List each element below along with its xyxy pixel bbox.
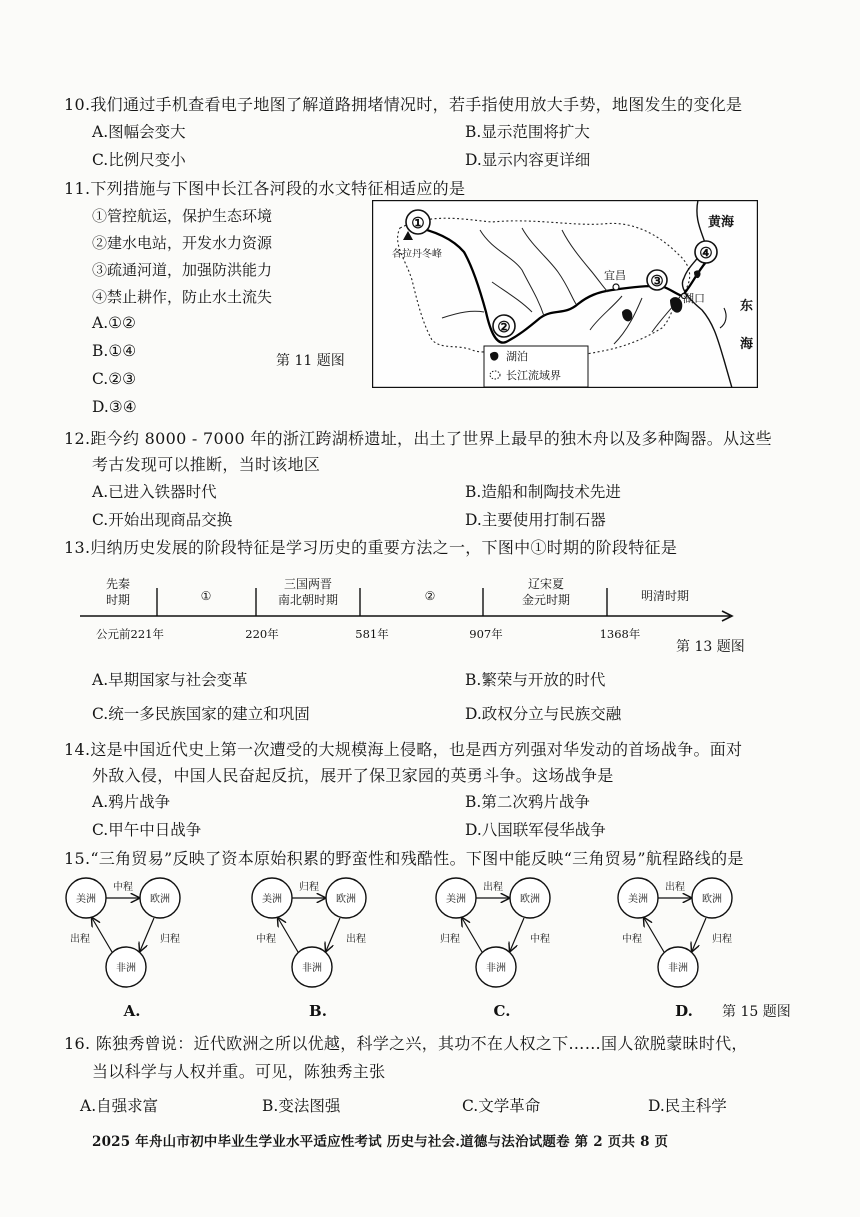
node-africa-label: 非洲 (668, 963, 688, 974)
map-marker-3: ③ (650, 272, 664, 290)
q11-option-c[interactable]: C.②③ (92, 370, 137, 388)
q10-stem: 10.我们通过手机查看电子地图了解道路拥堵情况时，若手指使用放大手势，地图发生的变化是 (64, 95, 743, 114)
route-label-left: 中程 (256, 934, 276, 945)
q11-figure-caption: 第 11 题图 (276, 353, 345, 369)
q12-option-a[interactable]: A.已进入铁器时代 (92, 483, 217, 501)
q10-option-c[interactable]: C.比例尺变小 (92, 151, 186, 169)
route-label-left: 出程 (70, 934, 90, 945)
q12-option-c[interactable]: C.开始出现商品交换 (92, 511, 233, 529)
node-america-label: 美洲 (628, 894, 648, 905)
q11-item-1: ①管控航运，保护生态环境 (92, 207, 273, 225)
node-america-label: 美洲 (446, 894, 466, 905)
period-1-line1: 先秦 (105, 577, 131, 591)
q11-option-d[interactable]: D.③④ (92, 398, 137, 416)
route-label-top: 归程 (299, 882, 319, 893)
map-marker-1: ① (411, 214, 425, 232)
q14-option-b[interactable]: B.第二次鸦片战争 (465, 793, 590, 811)
q12-stem-line1: 12.距今约 8000 - 7000 年的浙江跨湖桥遗址，出土了世界上最早的独木舟以及多种陶器。从这些 (64, 429, 772, 448)
trade-diagram-c (436, 878, 550, 1020)
diagram-option-letter: C. (493, 1002, 511, 1020)
arrow-right (140, 918, 154, 951)
route-label-right: 归程 (712, 934, 732, 945)
triangle-trade-diagrams (60, 872, 800, 1022)
q14-option-c[interactable]: C.甲午中日战争 (92, 821, 202, 839)
q13-option-d[interactable]: D.政权分立与民族交融 (465, 705, 622, 723)
node-europe-label: 欧洲 (520, 894, 540, 905)
tick-label-4: 907年 (469, 627, 503, 641)
node-africa-label: 非洲 (486, 963, 506, 974)
q14-stem-line2: 外敌入侵，中国人民奋起反抗，展开了保卫家园的英勇斗争。这场战争是 (92, 766, 614, 785)
q13-option-c[interactable]: C.统一多民族国家的建立和巩固 (92, 705, 310, 723)
period-6: 明清时期 (640, 589, 690, 603)
route-label-top: 出程 (483, 882, 503, 893)
route-label-right: 归程 (160, 934, 180, 945)
arrow-right (692, 918, 706, 951)
route-label-top: 中程 (113, 882, 133, 893)
q13-option-a[interactable]: A.早期国家与社会变革 (92, 671, 248, 689)
tick-label-1: 公元前221年 (96, 627, 164, 641)
q12-option-d[interactable]: D.主要使用打制石器 (465, 511, 606, 529)
arrow-left (92, 918, 112, 952)
q10-option-d[interactable]: D.显示内容更详细 (465, 151, 591, 169)
diagram-option-letter: A. (123, 1002, 141, 1020)
q11-option-a[interactable]: A.①② (92, 314, 136, 332)
q14-option-a[interactable]: A.鸦片战争 (92, 793, 171, 811)
q12-option-b[interactable]: B.造船和制陶技术先进 (465, 483, 621, 501)
arrow-left (278, 918, 298, 952)
period-1-line2: 时期 (105, 593, 131, 607)
q11-option-b[interactable]: B.①④ (92, 342, 137, 360)
period-5-line2: 金元时期 (521, 593, 571, 607)
yangtze-basin-map (372, 200, 758, 388)
yichang-dot (613, 284, 619, 290)
node-america-label: 美洲 (76, 894, 96, 905)
q15-figure-caption: 第 15 题图 (722, 1004, 791, 1020)
trade-diagram-d (618, 878, 732, 1020)
route-label-top: 出程 (665, 882, 685, 893)
q16-option-c[interactable]: C.文学革命 (462, 1097, 541, 1115)
q13-figure-caption: 第 13 题图 (676, 639, 745, 655)
node-america-label: 美洲 (262, 894, 282, 905)
q11-item-4: ④禁止耕作，防止水土流失 (92, 288, 273, 306)
label-hukou: 湖口 (683, 292, 705, 305)
trade-diagram-b (252, 878, 366, 1020)
q11-item-3: ③疏通河道，加强防洪能力 (92, 261, 273, 279)
arrow-left (462, 918, 482, 952)
period-3-line2: 南北朝时期 (277, 593, 339, 607)
label-source: 各拉丹冬峰 (392, 249, 442, 260)
q10-option-a[interactable]: A.图幅会变大 (92, 123, 186, 141)
arrow-right (510, 918, 524, 951)
label-yichang: 宜昌 (604, 269, 626, 282)
q16-stem-line1: 16. 陈独秀曾说：近代欧洲之所以优越，科学之兴，其功不在人权之下……国人欲脱蒙昧时代， (64, 1034, 748, 1053)
q10-option-b[interactable]: B.显示范围将扩大 (465, 123, 590, 141)
legend-basin-label: 长江流域界 (506, 369, 561, 382)
map-marker-4: ④ (699, 244, 713, 262)
history-timeline (80, 572, 740, 652)
legend-lake-label: 湖泊 (506, 350, 528, 363)
route-label-right: 出程 (346, 934, 366, 945)
q11-item-2: ②建水电站，开发水力资源 (92, 234, 273, 252)
q13-stem: 13.归纳历史发展的阶段特征是学习历史的重要方法之一，下图中①时期的阶段特征是 (64, 538, 678, 557)
route-label-left: 中程 (622, 934, 642, 945)
period-5-line1: 辽宋夏 (527, 577, 565, 591)
tick-label-3: 581年 (355, 627, 389, 641)
q12-stem-line2: 考古发现可以推断，当时该地区 (92, 455, 321, 474)
q14-option-d[interactable]: D.八国联军侵华战争 (465, 821, 606, 839)
page-footer: 2025 年舟山市初中毕业生学业水平适应性考试 历史与社会.道德与法治试题卷 第 2 页共 8 页 (92, 1134, 669, 1150)
arrow-left (644, 918, 664, 952)
q15-stem: 15.“三角贸易”反映了资本原始积累的野蛮性和残酷性。下图中能反映“三角贸易”航程路线的是 (64, 849, 744, 868)
diagram-option-letter: D. (675, 1002, 693, 1020)
node-africa-label: 非洲 (116, 963, 136, 974)
label-east-sea-2: 海 (740, 337, 754, 352)
q16-option-a[interactable]: A.自强求富 (80, 1097, 159, 1115)
period-3-line1: 三国两晋 (283, 577, 333, 591)
q14-stem-line1: 14.这是中国近代史上第一次遭受的大规模海上侵略，也是西方列强对华发动的首场战争。面对 (64, 740, 743, 759)
q16-stem-line2: 当以科学与人权并重。可见，陈独秀主张 (92, 1062, 386, 1081)
tick-label-2: 220年 (245, 627, 279, 641)
period-4: ② (424, 589, 436, 603)
tick-label-5: 1368年 (599, 627, 641, 641)
q11-stem: 11.下列措施与下图中长江各河段的水文特征相适应的是 (64, 179, 466, 198)
label-east-sea-1: 东 (740, 299, 754, 314)
node-europe-label: 欧洲 (150, 894, 170, 905)
label-yellow-sea: 黄海 (708, 215, 735, 230)
q13-option-b[interactable]: B.繁荣与开放的时代 (465, 671, 606, 689)
route-label-left: 归程 (440, 934, 460, 945)
node-europe-label: 欧洲 (702, 894, 722, 905)
node-africa-label: 非洲 (302, 963, 322, 974)
trade-diagram-a (66, 878, 180, 1020)
route-label-right: 中程 (530, 934, 550, 945)
period-2: ① (200, 589, 212, 603)
arrow-right (326, 918, 340, 951)
map-marker-2: ② (497, 318, 511, 336)
node-europe-label: 欧洲 (336, 894, 356, 905)
q16-option-d[interactable]: D.民主科学 (648, 1097, 727, 1115)
diagram-option-letter: B. (309, 1002, 327, 1020)
q16-option-b[interactable]: B.变法图强 (262, 1097, 341, 1115)
